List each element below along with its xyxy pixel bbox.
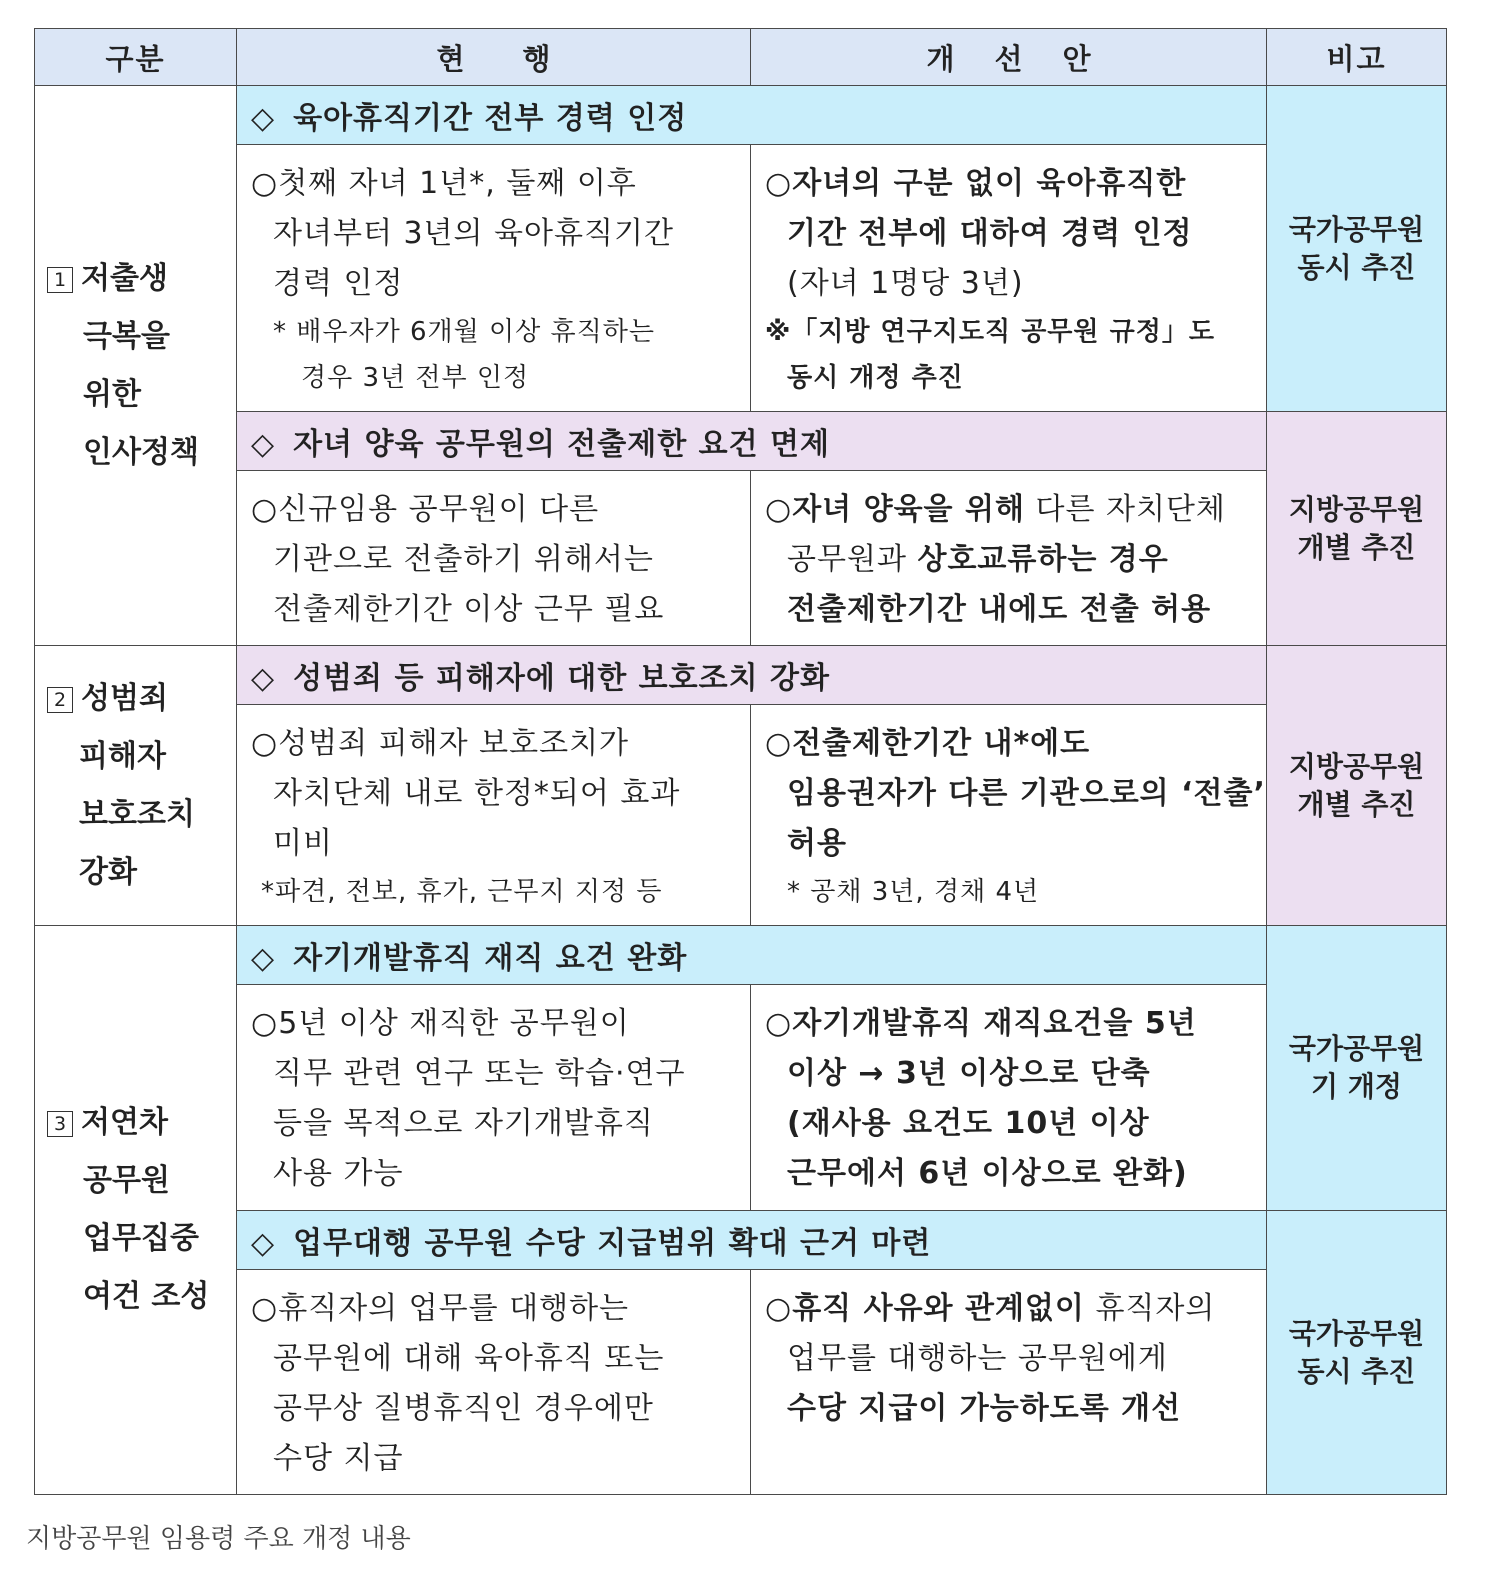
category-title-line: 인사정책: [83, 434, 199, 470]
diamond-icon: ◇: [251, 941, 276, 976]
item-band: ◇ 자기개발휴직 재직 요건 완화: [237, 926, 1267, 985]
remark-cell: 국가공무원 동시 추진: [1267, 1211, 1447, 1495]
section3-band2-row: [35, 1211, 1447, 1270]
section3-category: 3 저연차 공무원 업무집중 여건 조성: [35, 926, 237, 1495]
section-number-box: 1: [47, 267, 73, 293]
category-title-line: 저출생: [81, 260, 168, 296]
figure-caption: 지방공무원 임용령 주요 개정 내용: [26, 1524, 411, 1554]
item-band: ◇ 자녀 양육 공무원의 전출제한 요건 면제: [237, 412, 1267, 471]
header-category: 구분: [35, 29, 237, 86]
proposal-cell: ○전출제한기간 내*에도 임용권자가 다른 기관으로의 ‘전출’ 허용 * 공채 3년, 경채 4년: [751, 705, 1267, 926]
section1-item2-row: [35, 471, 1447, 646]
bullet-icon: ○: [251, 726, 279, 761]
item-band-title: 육아휴직기간 전부 경력 인정: [293, 101, 688, 136]
bullet-icon: ○: [251, 166, 279, 201]
proposal-cell: ○자기개발휴직 재직요건을 5년 이상 → 3년 이상으로 단축 (재사용 요건도 10년 이상 근무에서 6년 이상으로 완화): [751, 985, 1267, 1211]
bullet-icon: ○: [251, 1291, 279, 1326]
policy-table: [34, 28, 1447, 1495]
proposal-cell: ○휴직 사유와 관계없이 휴직자의 업무를 대행하는 공무원에게 수당 지급이 가능하도록 개선: [751, 1270, 1267, 1495]
proposal-cell: ○자녀 양육을 위해 다른 자치단체 공무원과 상호교류하는 경우 전출제한기간 내에도 전출 허용: [751, 471, 1267, 646]
section3-item1-row: [35, 985, 1447, 1211]
section2-item-row: [35, 705, 1447, 926]
policy-table-wrap: [34, 28, 1446, 1495]
header-remarks: 비고: [1267, 29, 1447, 86]
bullet-icon: ○: [765, 726, 793, 761]
diamond-icon: ◇: [251, 101, 276, 136]
bullet-icon: ○: [765, 166, 793, 201]
section3-item2-row: [35, 1270, 1447, 1495]
bullet-icon: ○: [765, 1006, 793, 1041]
remark-cell: 국가공무원 기 개정: [1267, 926, 1447, 1211]
header-proposal: 개선안: [751, 29, 1267, 86]
current-cell: ○신규임용 공무원이 다른 기관으로 전출하기 위해서는 전출제한기간 이상 근무 필요: [237, 471, 751, 646]
item-band: ◇ 업무대행 공무원 수당 지급범위 확대 근거 마련: [237, 1211, 1267, 1270]
remark-cell: 국가공무원 동시 추진: [1267, 86, 1447, 412]
current-cell: ○성범죄 피해자 보호조치가 자치단체 내로 한정*되어 효과 미비 *파견, 전보, 휴가, 근무지 지정 등: [237, 705, 751, 926]
header-row: [35, 29, 1447, 86]
bullet-icon: ○: [765, 1291, 793, 1326]
section1-band1-row: [35, 86, 1447, 145]
current-cell: ○휴직자의 업무를 대행하는 공무원에 대해 육아휴직 또는 공무상 질병휴직인 경우에만 수당 지급: [237, 1270, 751, 1495]
category-title-line: 극복을: [83, 318, 170, 354]
remark-cell: 지방공무원 개별 추진: [1267, 412, 1447, 646]
diamond-icon: ◇: [251, 1226, 276, 1261]
proposal-cell: ○자녀의 구분 없이 육아휴직한 기간 전부에 대하여 경력 인정 (자녀 1명당 3년) ※「지방 연구지도직 공무원 규정」도 동시 개정 추진: [751, 145, 1267, 412]
header-current: 현행: [237, 29, 751, 86]
current-cell: ○첫째 자녀 1년*, 둘째 이후 자녀부터 3년의 육아휴직기간 경력 인정 * 배우자가 6개월 이상 휴직하는 경우 3년 전부 인정: [237, 145, 751, 412]
section1-category: [35, 86, 237, 646]
item-band: ◇ 성범죄 등 피해자에 대한 보호조치 강화: [237, 646, 1267, 705]
section-number-box: 2: [47, 687, 73, 713]
section2-band-row: [35, 646, 1447, 705]
section1-item1-row: [35, 145, 1447, 412]
section1-band2-row: [35, 412, 1447, 471]
diamond-icon: ◇: [251, 427, 276, 462]
current-cell: ○5년 이상 재직한 공무원이 직무 관련 연구 또는 학습·연구 등을 목적으로 자기개발휴직 사용 가능: [237, 985, 751, 1211]
item-band: [237, 86, 1267, 145]
bullet-icon: ○: [251, 1006, 279, 1041]
section-number-box: 3: [47, 1111, 73, 1137]
remark-cell: 지방공무원 개별 추진: [1267, 646, 1447, 926]
section3-band1-row: [35, 926, 1447, 985]
category-title-line: 위한: [83, 376, 141, 412]
bullet-icon: ○: [765, 492, 793, 527]
section2-category: 2 성범죄 피해자 보호조치 강화: [35, 646, 237, 926]
diamond-icon: ◇: [251, 661, 276, 696]
bullet-icon: ○: [251, 492, 279, 527]
